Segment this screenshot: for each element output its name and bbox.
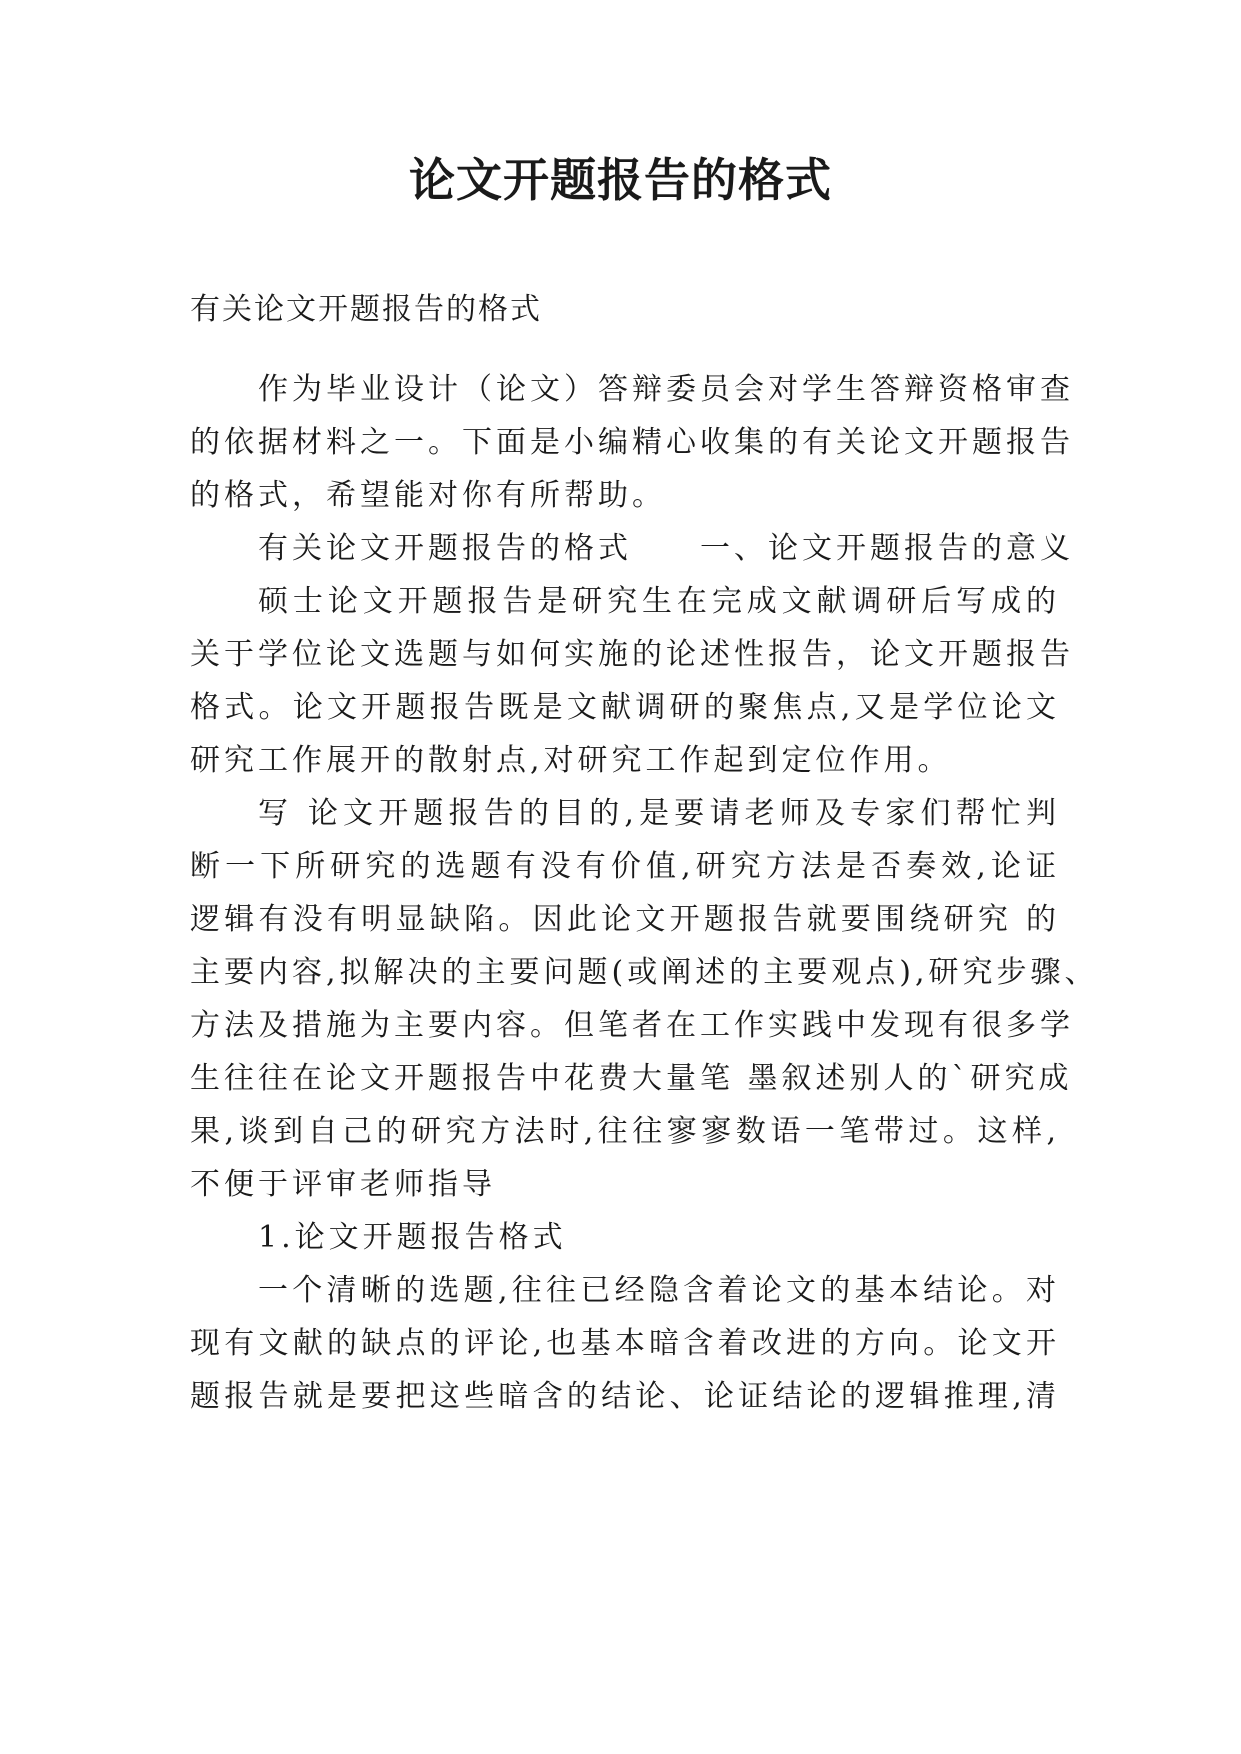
paragraph-2-line-1: 硕士论文开题报告是研究生在完成文献调研后写成的 bbox=[258, 584, 1060, 619]
paragraph-2-line-3: 格式。论文开题报告既是文献调研的聚焦点,又是学位论文 bbox=[190, 690, 1060, 725]
paragraph-3-line-4: 主要内容,拟解决的主要问题(或阐述的主要观点),研究步骤、 bbox=[190, 955, 1099, 990]
paragraph-3-line-2: 断一下所研究的选题有没有价值,研究方法是否奏效,论证 bbox=[190, 849, 1060, 884]
paragraph-3-line-5: 方法及措施为主要内容。但笔者在工作实践中发现有很多学 bbox=[190, 1008, 1074, 1043]
paragraph-3-line-6: 生往往在论文开题报告中花费大量笔 墨叙述别人的`研究成 bbox=[190, 1061, 1073, 1096]
paragraph-3-line-3: 逻辑有没有明显缺陷。因此论文开题报告就要围绕研究 的 bbox=[190, 902, 1060, 937]
paragraph-4-line-2: 现有文献的缺点的评论,也基本暗含着改进的方向。论文开 bbox=[190, 1326, 1060, 1361]
paragraph-2-line-2: 关于学位论文选题与如何实施的论述性报告，论文开题报告 bbox=[190, 637, 1074, 672]
paragraph-1-line-2: 的依据材料之一。下面是小编精心收集的有关论文开题报告 bbox=[190, 425, 1074, 460]
paragraph-4-line-3: 题报告就是要把这些暗含的结论、论证结论的逻辑推理,清 bbox=[190, 1379, 1060, 1414]
paragraph-4-line-1: 一个清晰的选题,往往已经隐含着论文的基本结论。对 bbox=[258, 1273, 1060, 1308]
document-title: 论文开题报告的格式 bbox=[409, 153, 832, 207]
numbered-heading: 1.论文开题报告格式 bbox=[258, 1220, 567, 1255]
paragraph-3-line-8: 不便于评审老师指导 bbox=[190, 1167, 496, 1202]
paragraph-3-line-1: 写 论文开题报告的目的,是要请老师及专家们帮忙判 bbox=[258, 796, 1060, 831]
document-subtitle: 有关论文开题报告的格式 bbox=[190, 292, 542, 327]
section-heading-line: 有关论文开题报告的格式 一、论文开题报告的意义 bbox=[258, 531, 1074, 566]
paragraph-3-line-7: 果,谈到自己的研究方法时,往往寥寥数语一笔带过。这样, bbox=[190, 1114, 1060, 1149]
paragraph-1-line-3: 的格式，希望能对你有所帮助。 bbox=[190, 478, 666, 513]
paragraph-2-line-4: 研究工作展开的散射点,对研究工作起到定位作用。 bbox=[190, 743, 952, 778]
paragraph-1-line-1: 作为毕业设计（论文）答辩委员会对学生答辩资格审查 bbox=[258, 372, 1074, 407]
